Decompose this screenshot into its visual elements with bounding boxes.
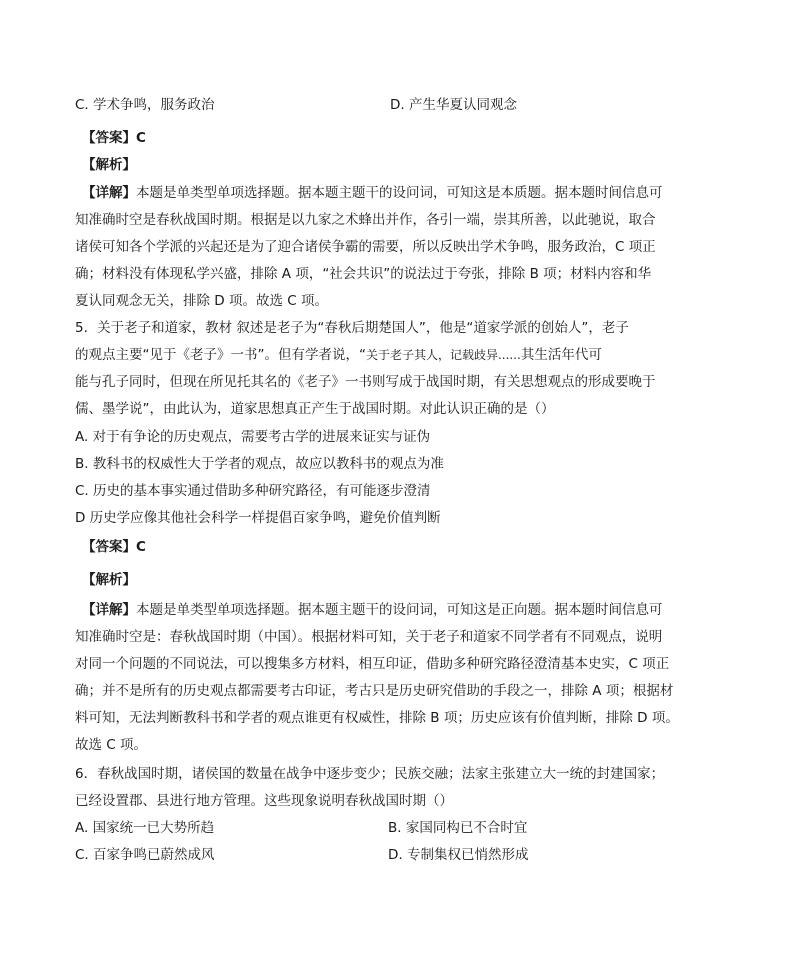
q6-stem-line-2: 已经设置郡、县进行地方管理。这些现象说明春秋战国时期（） [75, 793, 453, 809]
q4-option-d: D. 产生华夏认同观念 [390, 97, 517, 113]
stem-quote: 关于老子其人，记载歧异...... [365, 348, 521, 362]
q4-detail-line-5: 夏认同观念无关，排除 D 项。故选 C 项。 [75, 293, 328, 309]
q5-stem-line-2 [75, 345, 715, 365]
analysis-tag: 【解析】 [82, 157, 136, 173]
q5-detail-line-1 [82, 600, 722, 620]
q4-detail-line-2: 知准确时空是春秋战国时期。根据是以九家之术蜂出并作，各引一端，崇其所善，以此驰说，取合 [75, 212, 656, 228]
q4-answer [82, 128, 722, 148]
q5-option-a: A. 对于有争论的历史观点，需要考古学的进展来证实与证伪 [75, 429, 431, 445]
q4-detail-line-3: 诸侯可知各个学派的兴起还是为了迎合诸侯争霸的需要，所以反映出学术争鸣，服务政治，C 项正 [75, 239, 656, 255]
q5-detail-line-2: 知准确时空是：春秋战国时期（中国）。根据材料可知，关于老子和道家不同学者有不同观点，说明 [75, 629, 663, 645]
q5-stem-line-1: 5．关于老子和道家，教材 叙述是老子为“春秋后期楚国人”，他是“道家学派的创始人”，老子 [75, 320, 629, 336]
q5-option-c: C. 历史的基本事实通过借助多种研究路径，有可能逐步澄清 [75, 483, 431, 499]
answer-value: C [136, 539, 146, 555]
q5-detail-line-4: 确；并不是所有的历史观点都需要考古印证，考古只是历史研究借助的手段之一，排除 A 项；根据材 [75, 683, 674, 699]
answer-tag: 【答案】 [82, 130, 136, 146]
q5-answer [82, 537, 722, 557]
q5-option-b: B. 教科书的权威性大于学者的观点，故应以教科书的观点为准 [75, 456, 444, 472]
q6-option-a: A. 国家统一已大势所趋 [75, 820, 215, 836]
stem-text: 的观点主要“见于《老子》一书”。但有学者说，“ [75, 347, 366, 363]
detail-text: 本题是单类型单项选择题。据本题主题干的设问词，可知这是本质题。据本题时间信息可 [136, 185, 663, 201]
detail-tag: 【详解】 [82, 185, 136, 201]
q4-detail-line-1 [82, 183, 722, 203]
q5-stem-line-3: 能与孔子同时，但现在所见托其名的《老子》一书则写成于战国时期，有关思想观点的形成要晚于 [75, 374, 656, 390]
q6-option-c: C. 百家争鸣已蔚然成风 [75, 847, 215, 863]
q6-stem-line-1: 6．春秋战国时期，诸侯国的数量在战争中逐步变少；民族交融；法家主张建立大一统的封建国家； [75, 766, 665, 782]
q5-analysis-tag [82, 570, 722, 590]
q6-option-b: B. 家国同构已不合时宜 [388, 820, 528, 836]
detail-tag: 【详解】 [82, 602, 136, 618]
analysis-tag: 【解析】 [82, 572, 136, 588]
q6-option-d: D. 专制集权已悄然形成 [388, 847, 529, 863]
q5-detail-line-6: 故选 C 项。 [75, 737, 148, 753]
q5-option-d: D 历史学应像其他社会科学一样提倡百家争鸣，避免价值判断 [75, 510, 441, 526]
q4-detail-line-4: 确；材料没有体现私学兴盛，排除 A 项，“社会共识”的说法过于夸张，排除 B 项；材料内容和华 [75, 266, 652, 282]
answer-tag: 【答案】 [82, 539, 136, 555]
q4-analysis-tag [82, 155, 722, 175]
q5-detail-line-3: 对同一个问题的不同说法，可以搜集多方材料，相互印证，借助多种研究路径澄清基本史实，C 项正 [75, 656, 670, 672]
stem-text-b: 其生活年代可 [520, 347, 602, 363]
detail-text: 本题是单类型单项选择题。据本题主题干的设问词，可知这是正向题。据本题时间信息可 [136, 602, 663, 618]
q4-option-c: C. 学术争鸣，服务政治 [75, 97, 215, 113]
q5-detail-line-5: 料可知，无法判断教科书和学者的观点谁更有权威性，排除 B 项；历史应该有价值判断，排除 D 项。 [75, 710, 679, 726]
q5-stem-line-4: 儒、墨学说”，由此认为，道家思想真正产生于战国时期。对此认识正确的是（） [75, 401, 555, 417]
answer-value: C [136, 130, 146, 146]
